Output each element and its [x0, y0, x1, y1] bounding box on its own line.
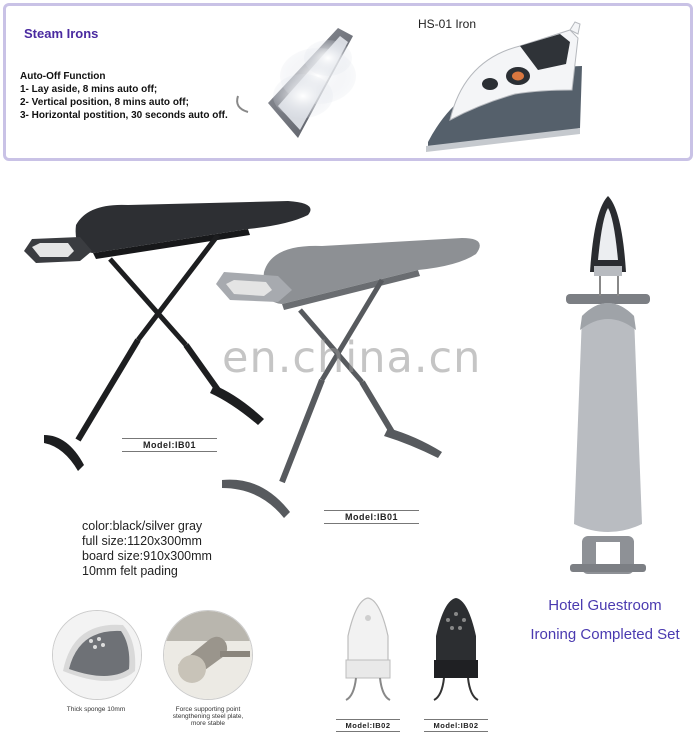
white-holder-model-label: Model:IB02 [336, 719, 400, 732]
hs01-iron-image [420, 20, 590, 155]
steam-iron-image [228, 18, 378, 150]
spec-full-size: full size:1120x300mm [82, 534, 202, 548]
watermark-text: en.china.cn [222, 333, 482, 383]
steam-irons-title: Steam Irons [24, 26, 99, 41]
hotel-caption-line-2: Ironing Completed Set [530, 626, 680, 643]
black-board-model-label: Model:IB01 [122, 438, 217, 452]
auto-off-description [20, 70, 228, 122]
iron-model-title: HS-01 Iron [418, 17, 477, 31]
spec-board-size: board size:910x300mm [82, 549, 212, 563]
white-iron-holder-image [340, 596, 396, 714]
support-caption-line-2: stengthening steel plate, [172, 713, 244, 720]
black-iron-holder-image [428, 596, 484, 714]
support-caption-line-1: Force supporting point [175, 706, 241, 713]
auto-off-heading: Auto-Off Function [20, 71, 106, 82]
hotel-caption-line-1: Hotel Guestroom [548, 597, 662, 614]
board-specifications [82, 519, 212, 579]
hotel-set-caption [510, 591, 700, 649]
support-detail-image [163, 610, 253, 700]
gray-board-model-label: Model:IB01 [324, 510, 419, 524]
sponge-detail-image [52, 610, 142, 700]
support-caption-line-3: more stable [191, 720, 225, 727]
auto-off-line-3: 3- Horizontal postition, 30 seconds auto off. [20, 110, 228, 121]
support-caption [158, 706, 258, 727]
auto-off-line-2: 2- Vertical position, 8 mins auto off; [20, 97, 189, 108]
black-holder-model-label: Model:IB02 [424, 719, 488, 732]
auto-off-line-1: 1- Lay aside, 8 mins auto off; [20, 84, 158, 95]
spec-color: color:black/silver gray [82, 519, 203, 533]
spec-felt-padding: 10mm felt pading [82, 564, 178, 578]
sponge-caption: Thick sponge 10mm [66, 706, 126, 713]
hotel-ironing-set-image [560, 190, 660, 582]
